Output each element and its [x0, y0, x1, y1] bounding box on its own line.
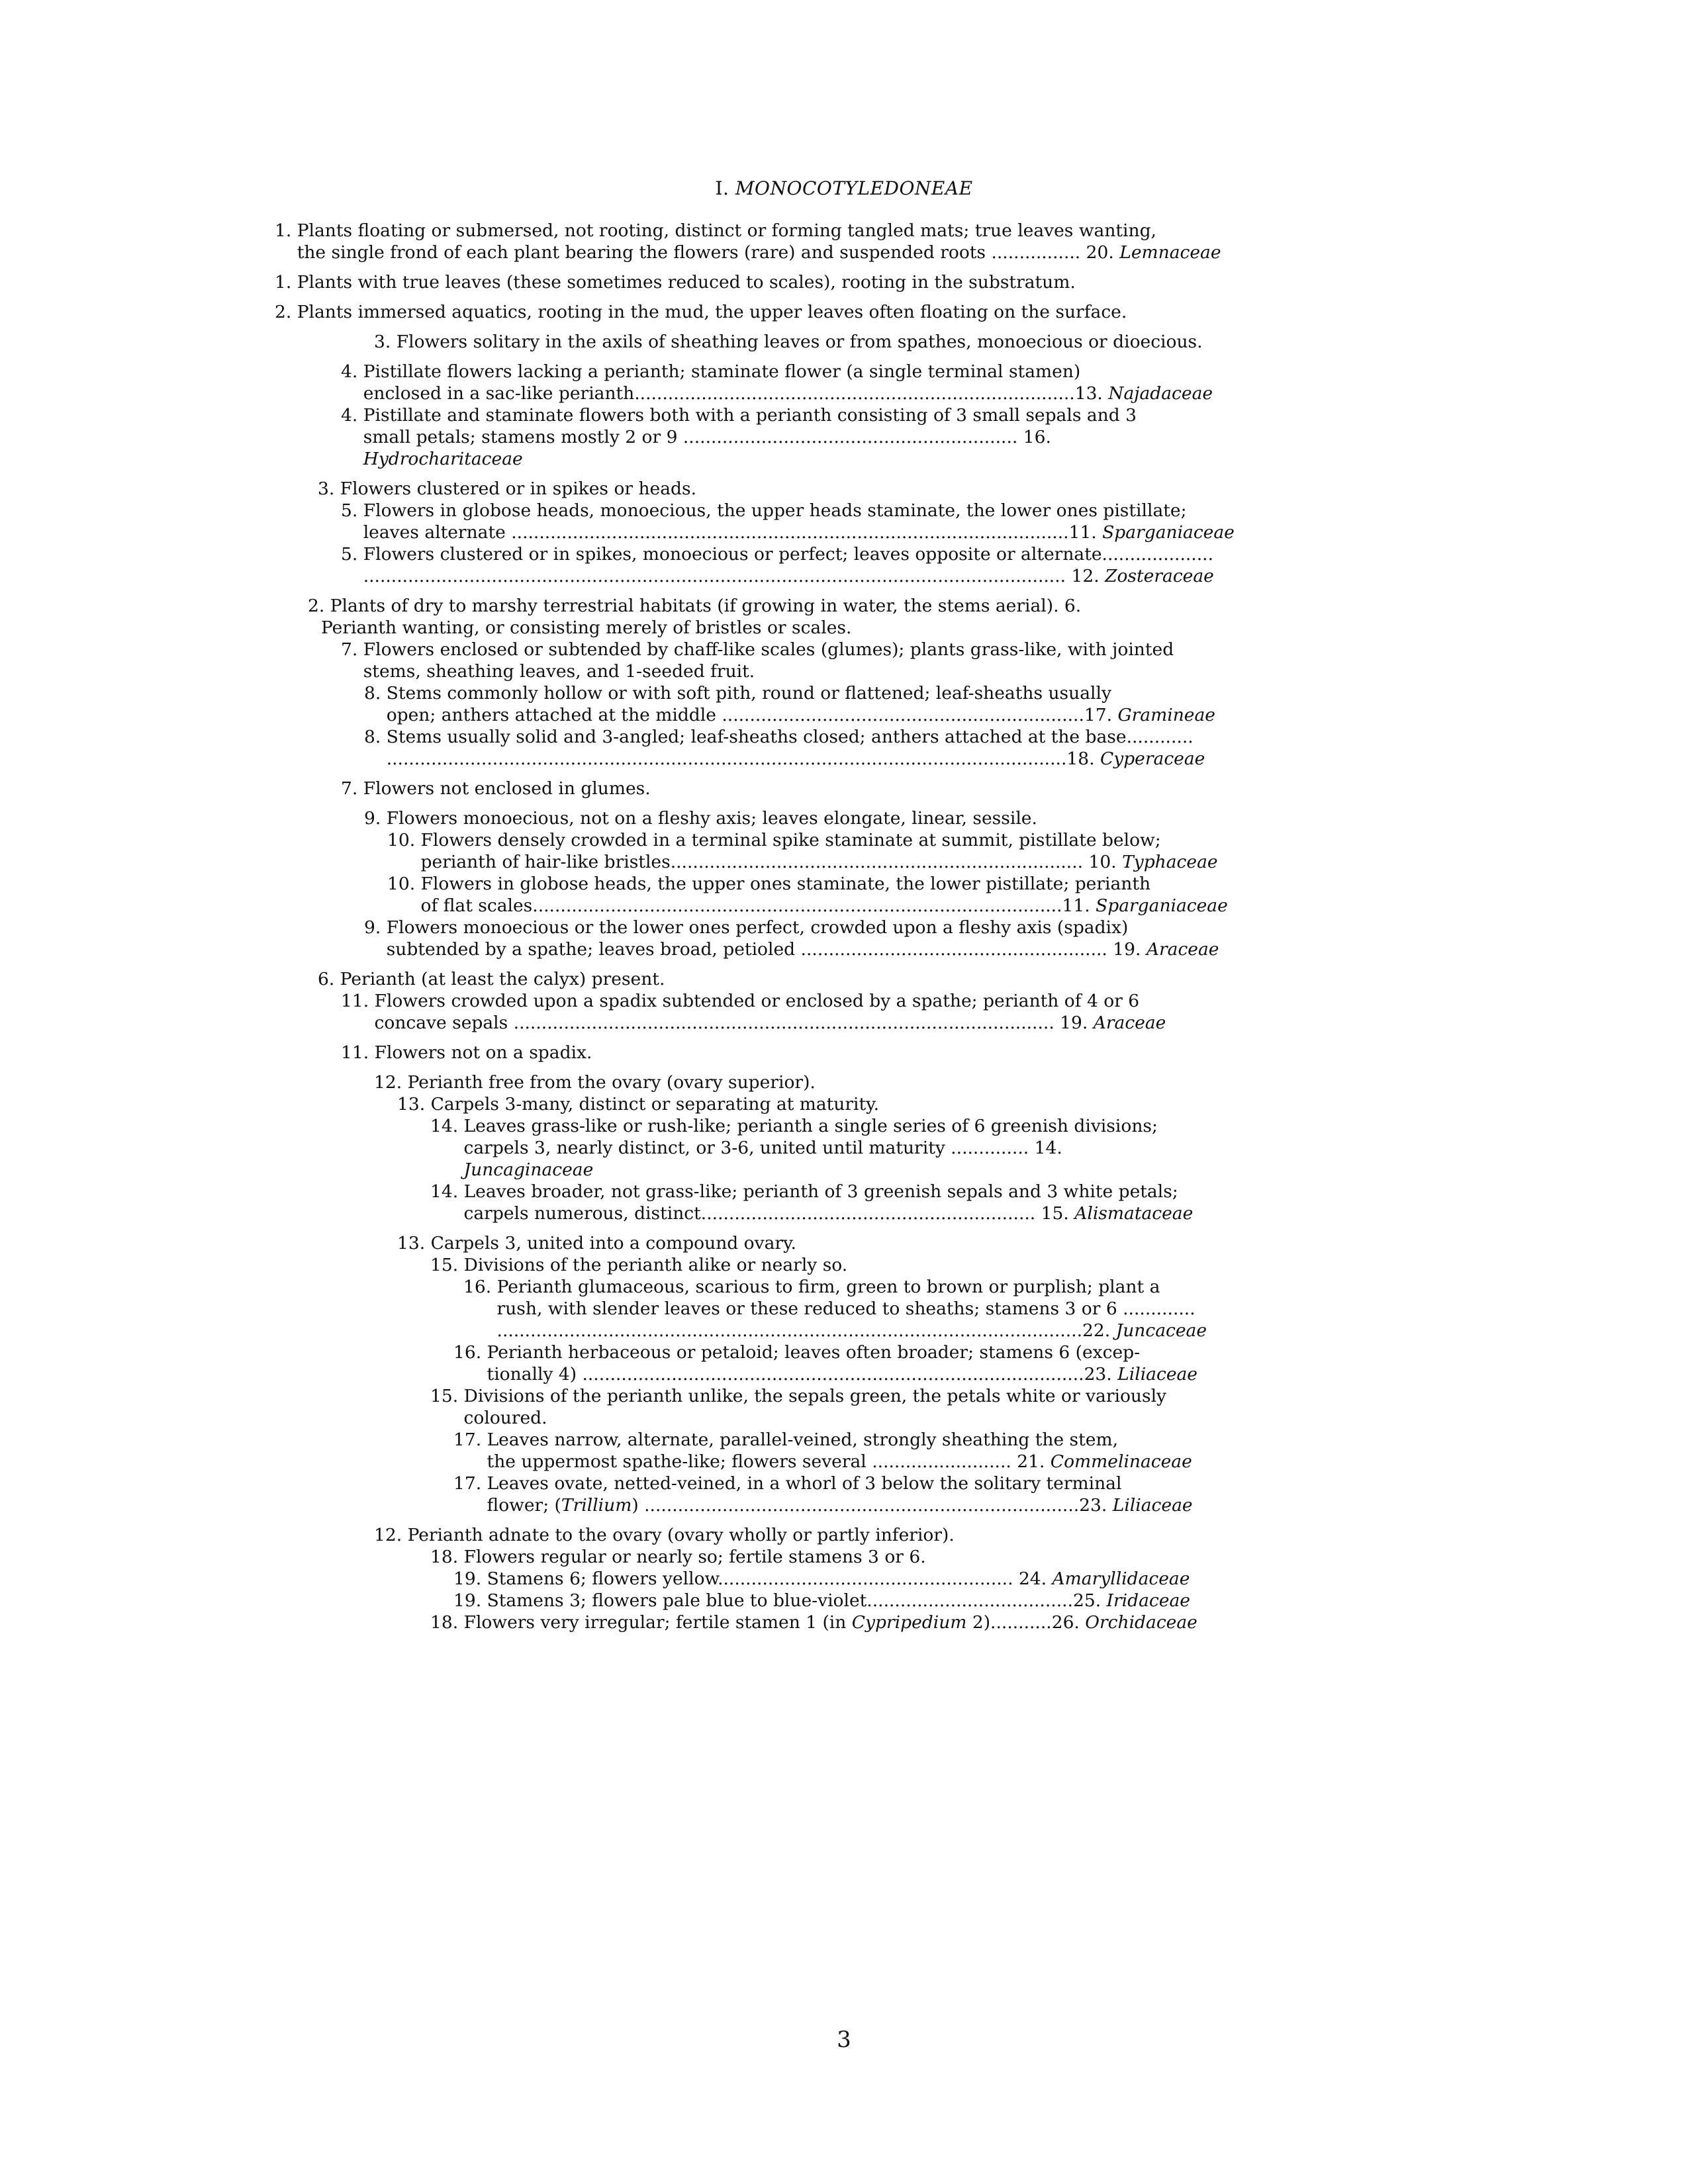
family-name: Orchidaceae [1085, 1612, 1197, 1633]
family-name: Juncaginaceae [463, 1160, 594, 1180]
key-entry [275, 301, 1201, 323]
key-line: 6. Perianth (at least the calyx) present. [318, 969, 665, 989]
key-entry [364, 726, 1205, 770]
page-number: 3 [837, 2026, 851, 2053]
key-line: 4. Pistillate and staminate flowers both with a perianth consisting of 3 small sepals and 3 [341, 405, 1137, 426]
key-entry [453, 1590, 1201, 1612]
key-line: 11. Flowers not on a spadix. [341, 1042, 592, 1063]
key-line: rush, with slender leaves or these reduced to sheaths; stamens 3 or 6 ............. [463, 1298, 1196, 1319]
family-name: Araceae [1093, 1013, 1166, 1033]
key-line: small petals; stamens mostly 2 or 9 ............................................................ 16. [341, 427, 1051, 447]
key-entry [364, 807, 1201, 829]
key-line: of flat scales...............................................................................................11. Sparganiaceae [387, 895, 1228, 916]
key-line: 1. Plants floating or submersed, not rooting, distinct or forming tangled mats; true leaves wanting, [275, 220, 1156, 241]
key-line: enclosed in a sac-like perianth...............................................................................13. Najadaceae [341, 383, 1213, 404]
section-number: I. [715, 177, 729, 199]
key-line: tionally 4) ..........................................................................................23. Liliaceae [453, 1364, 1197, 1385]
key-line: 16. Perianth herbaceous or petaloid; leaves often broader; stamens 6 (excep- [453, 1342, 1141, 1363]
key-entry [318, 968, 1201, 990]
family-name: Sparganiaceae [1096, 895, 1228, 916]
key-entry [453, 1473, 1201, 1516]
key-line: 3. Flowers clustered or in spikes or heads. [318, 478, 697, 499]
key-line: coloured. [430, 1408, 547, 1428]
key-line: Perianth wanting, or consisting merely of bristles or scales. [321, 617, 852, 638]
family-name: Gramineae [1117, 705, 1215, 725]
key-entry [463, 1276, 1207, 1342]
key-line: 5. Flowers clustered or in spikes, monoecious or perfect; leaves opposite or alternate.................... [341, 544, 1213, 565]
key-entry [364, 682, 1215, 726]
key-line: 13. Carpels 3-many, distinct or separating at maturity. [397, 1094, 880, 1115]
key-entry [430, 1181, 1201, 1224]
key-line: 15. Divisions of the perianth alike or nearly so. [430, 1255, 848, 1275]
key-entry [341, 1042, 1201, 1064]
key-entry [374, 1071, 1201, 1093]
family-name: Liliaceae [1117, 1364, 1197, 1385]
key-line: 15. Divisions of the perianth unlike, the sepals green, the petals white or variously [430, 1386, 1167, 1406]
key-line: perianth of hair-like bristles.......................................................................... 10. Typhaceae [387, 852, 1218, 872]
key-entry [374, 1524, 1201, 1546]
key-line: 19. Stamens 3; flowers pale blue to blue-violet.....................................25. Iridaceae [453, 1590, 1190, 1611]
key-line: concave sepals ................................................................................................. 19. Araceae [341, 1013, 1166, 1033]
family-name: Juncaceae [1115, 1320, 1207, 1341]
key-entry [364, 917, 1219, 960]
key-line: 1. Plants with true leaves (these sometimes reduced to scales), rooting in the substratum. [275, 272, 1076, 293]
key-line: stems, sheathing leaves, and 1-seeded fruit. [341, 661, 755, 682]
family-name: Typhaceae [1122, 852, 1218, 872]
identification-key [275, 220, 1235, 1633]
family-name: Zosteraceae [1105, 566, 1214, 586]
section-heading [0, 177, 1688, 199]
key-line: 18. Flowers regular or nearly so; fertile stamens 3 or 6. [430, 1547, 926, 1567]
key-line: 12. Perianth adnate to the ovary (ovary wholly or partly inferior). [374, 1525, 955, 1545]
key-line: 3. Flowers solitary in the axils of sheathing leaves or from spathes, monoecious or dioecious. [374, 332, 1203, 352]
key-line: 12. Perianth free from the ovary (ovary superior). [374, 1072, 816, 1093]
key-entry [430, 1385, 1201, 1429]
key-entry [341, 778, 1201, 799]
key-entry [453, 1429, 1201, 1473]
key-entry [341, 361, 1213, 404]
key-line [430, 1159, 1201, 1181]
key-line: 10. Flowers densely crowded in a terminal spike staminate at summit, pistillate below; [387, 830, 1161, 850]
family-name: Commelinaceae [1050, 1451, 1192, 1472]
key-line: open; anthers attached at the middle .................................................................17. Gramineae [364, 705, 1215, 725]
key-entry [453, 1342, 1201, 1385]
family-name: Alismataceae [1074, 1203, 1194, 1224]
key-entry [318, 478, 1201, 500]
key-entry [430, 1612, 1201, 1633]
key-line: 18. Flowers very irregular; fertile stamen 1 (in Cypripedium 2)...........26. Orchidaceae [430, 1612, 1197, 1633]
key-line: 14. Leaves broader, not grass-like; perianth of 3 greenish sepals and 3 white petals; [430, 1181, 1178, 1202]
key-line: carpels numerous, distinct............................................................ 15. Alismataceae [430, 1203, 1194, 1224]
family-name: Araceae [1146, 939, 1219, 960]
key-line: 14. Leaves grass-like or rush-like; perianth a single series of 6 greenish divisions; [430, 1116, 1158, 1136]
key-line: 17. Leaves ovate, netted-veined, in a whorl of 3 below the solitary terminal [453, 1473, 1122, 1494]
key-entry [387, 873, 1228, 917]
key-entry [341, 404, 1201, 470]
key-line: .............................................................................................................................. 12. Zosteraceae [341, 566, 1214, 586]
key-line: subtended by a spathe; leaves broad, petioled ....................................................... 19. Araceae [364, 939, 1219, 960]
key-line: 7. Flowers enclosed or subtended by chaff-like scales (glumes); plants grass-like, with jointed [341, 639, 1174, 660]
family-name: Hydrocharitaceae [363, 449, 523, 469]
key-line: .........................................................................................................22. Juncaceae [463, 1320, 1207, 1341]
key-line: flower; (Trillium) ..............................................................................23. Liliaceae [453, 1495, 1193, 1516]
key-line: 7. Flowers not enclosed in glumes. [341, 778, 651, 799]
family-name: Liliaceae [1112, 1495, 1193, 1516]
key-line: 5. Flowers in globose heads, monoecious, the upper heads staminate, the lower ones pistillate; [341, 500, 1187, 521]
key-entry [341, 990, 1201, 1034]
key-line: carpels 3, nearly distinct, or 3-6, united until maturity .............. 14. [430, 1138, 1062, 1158]
key-entry [341, 500, 1235, 543]
key-entry [341, 639, 1201, 682]
key-line [341, 448, 1201, 470]
key-line: 8. Stems commonly hollow or with soft pith, round or flattened; leaf-sheaths usually [364, 683, 1111, 704]
key-entry [430, 1115, 1201, 1181]
key-line: 4. Pistillate flowers lacking a perianth; staminate flower (a single terminal stamen) [341, 361, 1081, 382]
family-name: Najadaceae [1108, 383, 1213, 404]
key-entry [308, 595, 1201, 617]
key-line: the single frond of each plant bearing the flowers (rare) and suspended roots ................ 20. Lemnaceae [275, 242, 1221, 263]
key-line: 2. Plants immersed aquatics, rooting in the mud, the upper leaves often floating on the surface. [275, 302, 1127, 322]
key-line: the uppermost spathe-like; flowers several ......................... 21. Commelinaceae [453, 1451, 1192, 1472]
family-name: Sparganiaceae [1102, 522, 1235, 543]
key-line: 9. Flowers monoecious or the lower ones perfect, crowded upon a fleshy axis (spadix) [364, 917, 1129, 938]
key-line: 8. Stems usually solid and 3-angled; leaf-sheaths closed; anthers attached at the base............ [364, 727, 1194, 747]
key-line: 9. Flowers monoecious, not on a fleshy axis; leaves elongate, linear, sessile. [364, 808, 1037, 829]
key-entry [453, 1568, 1201, 1590]
key-entry [430, 1546, 1201, 1568]
family-name: Iridaceae [1106, 1590, 1190, 1611]
family-name: Cyperaceae [1100, 749, 1205, 769]
key-line: 19. Stamens 6; flowers yellow..................................................... 24. Amaryllidaceae [453, 1569, 1190, 1589]
key-entry [341, 543, 1214, 587]
key-entry [321, 617, 1201, 639]
key-line: 2. Plants of dry to marshy terrestrial habitats (if growing in water, the stems aerial). 6. [308, 596, 1082, 616]
key-entry [397, 1093, 1201, 1115]
section-name: MONOCOTYLEDONEAE [735, 177, 973, 199]
key-line: 17. Leaves narrow, alternate, parallel-veined, strongly sheathing the stem, [453, 1430, 1119, 1450]
key-entry [374, 331, 1201, 353]
key-entry [430, 1254, 1201, 1276]
key-entry [397, 1232, 1201, 1254]
key-line: 13. Carpels 3, united into a compound ovary. [397, 1233, 796, 1253]
key-entry [275, 271, 1201, 293]
key-entry [387, 829, 1218, 873]
family-name: Amaryllidaceae [1052, 1569, 1190, 1589]
key-entry [275, 220, 1221, 263]
key-line: 16. Perianth glumaceous, scarious to firm, green to brown or purplish; plant a [463, 1277, 1160, 1297]
key-line: ..........................................................................................................................18. Cyperaceae [364, 749, 1205, 769]
key-line: 11. Flowers crowded upon a spadix subtended or enclosed by a spathe; perianth of 4 or 6 [341, 991, 1140, 1011]
family-name: Lemnaceae [1119, 242, 1221, 263]
key-line: leaves alternate ....................................................................................................11. Sparganiaceae [341, 522, 1235, 543]
key-line: 10. Flowers in globose heads, the upper ones staminate, the lower pistillate; perianth [387, 874, 1151, 894]
